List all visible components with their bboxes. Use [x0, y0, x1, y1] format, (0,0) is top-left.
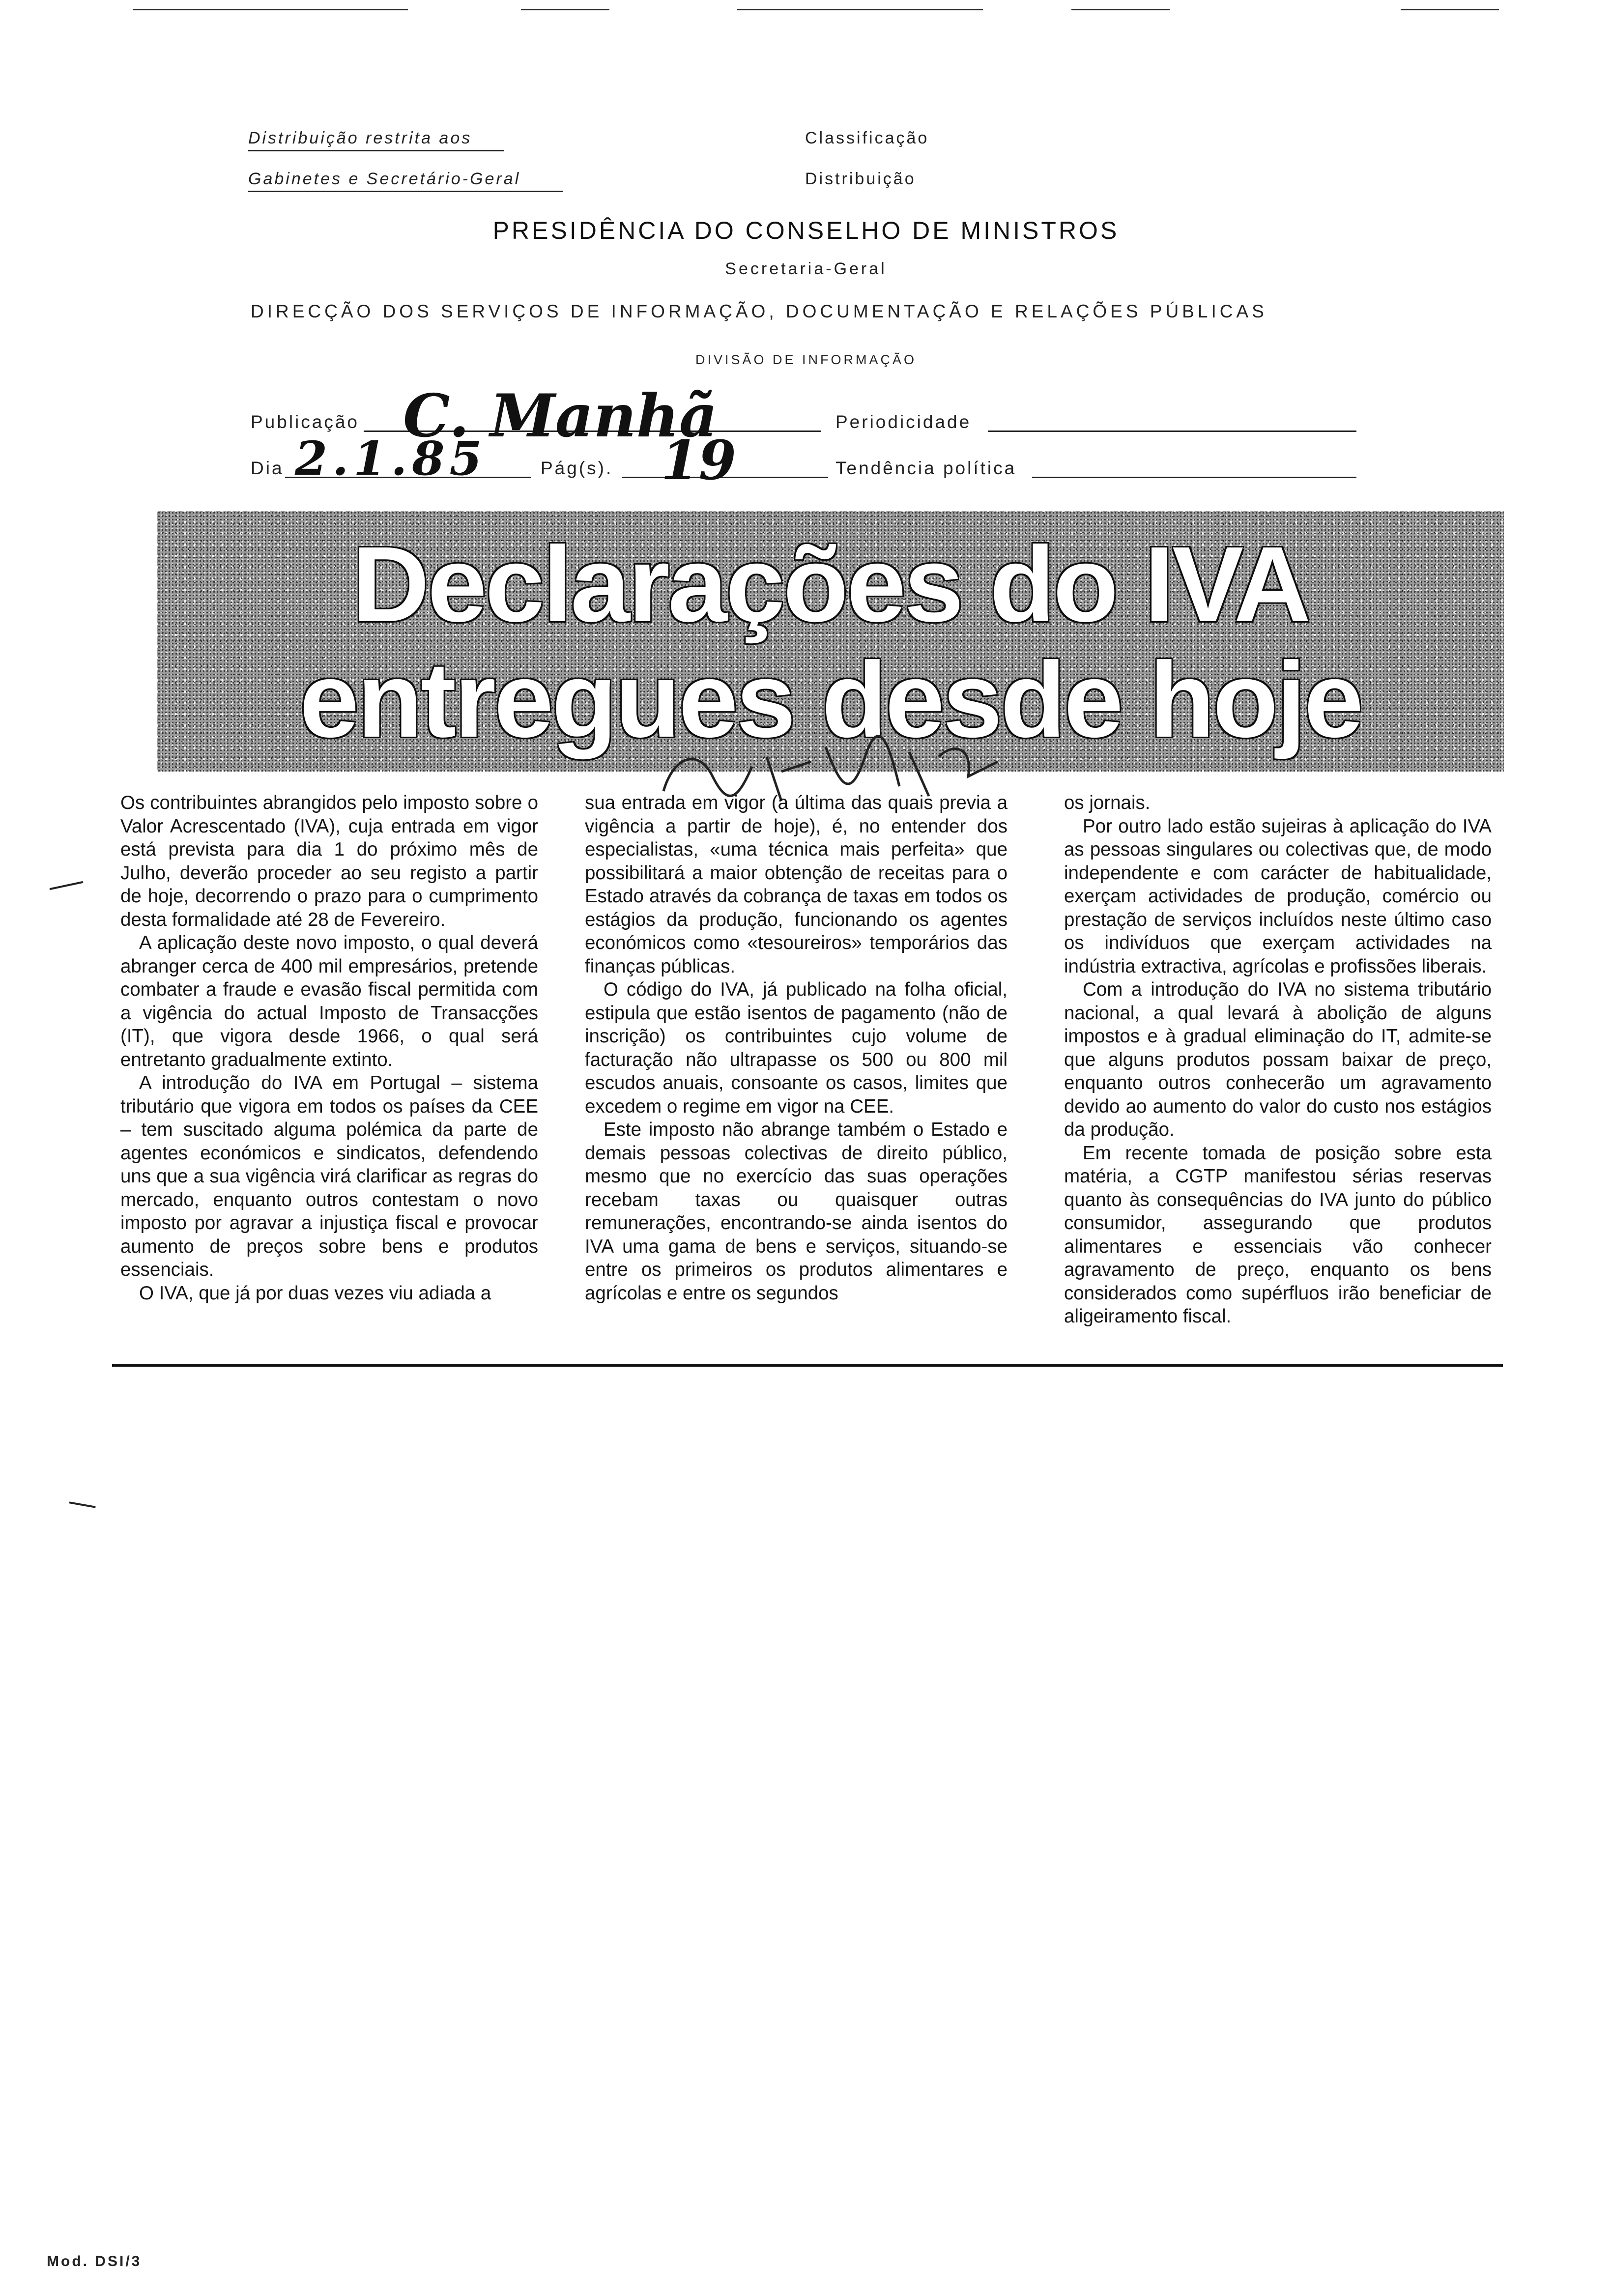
paragraph: Por outro lado estão sujeiras à aplicação do IVA as pessoas singulares ou colectivas que, de modo independente e com carácter de habitualidade, exerçam actividades de produção, comércio ou prestação de serviços incluídos neste último caso os indivíduos que exerçam actividades na indústria extractiva, agrícolas e profissões liberais.	[1064, 815, 1492, 977]
paragraph: O IVA, que já por duas vezes viu adiada a	[139, 1282, 491, 1304]
secretariat-title: Secretaria-Geral	[725, 259, 887, 278]
scan-edge-line	[737, 9, 983, 10]
article-bottom-rule	[112, 1364, 1503, 1367]
day-label: Dia	[251, 458, 284, 478]
scan-edge-line	[133, 9, 408, 10]
page-label: Pág(s).	[541, 458, 613, 478]
directorate-title: DIRECÇÃO DOS SERVIÇOS DE INFORMAÇÃO, DOCUMENTAÇÃO E RELAÇÕES PÚBLICAS	[251, 301, 1267, 321]
periodicity-label: Periodicidade	[835, 412, 972, 432]
article-column-3	[1064, 791, 1492, 1328]
restricted-distribution-line1: Distribuição restrita aos	[248, 129, 504, 151]
form-model-code: Mod. DSI/3	[47, 2253, 142, 2269]
publication-handwritten-value: C. Manhã	[403, 381, 718, 451]
classification-label: Classificação	[805, 129, 929, 147]
publication-field	[364, 381, 821, 451]
paragraph: sua entrada em vigor (a última das quais previa a vigência a partir de hoje), é, no entender dos especialistas, «uma técnica mais perfeita» que possibilitará a maior obtenção de receitas para o Estado através da cobrança de taxas em todos os estágios da produção, funcionando os agentes económicos como «tesoureiros» temporários das finanças públicas.	[585, 792, 1008, 977]
restricted-distribution-line2: Gabinetes e Secretário-Geral	[248, 170, 563, 192]
scan-edge-line	[1071, 9, 1170, 10]
scan-edge-line	[521, 9, 609, 10]
ministry-title: PRESIDÊNCIA DO CONSELHO DE MINISTROS	[492, 217, 1120, 244]
periodicity-field	[988, 396, 1356, 432]
paragraph: Com a introdução do IVA no sistema tributário nacional, a qual levará à abolição de alguns impostos e à gradual eliminação do IT, admite-se que alguns produtos possam baixar de preço, enquanto outros conhecerão um agravamento devido ao aumento do valor do custo nos estágios da produção.	[1064, 979, 1492, 1140]
margin-mark	[69, 1501, 96, 1508]
day-handwritten-value: 2.1.85	[295, 431, 487, 486]
headline-line2: entregues desde hoje	[299, 640, 1362, 760]
paragraph: os jornais.	[1064, 792, 1151, 813]
publication-label: Publicação	[251, 412, 360, 432]
day-field	[285, 431, 531, 486]
political-tendency-field	[1032, 442, 1356, 478]
scan-edge-line	[1401, 9, 1499, 10]
paragraph: A introdução do IVA em Portugal – sistema tributário que vigora em todos os países da CEE – tem suscitado alguma polémica da parte de agentes económicos e sindicatos, defendendo uns que a sua vigência virá clarificar as regras do mercado, enquanto outros contestam o novo imposto por agravar a injustiça fiscal e provocar aumento de preços sobre bens e produtos essenciais.	[120, 1072, 538, 1280]
margin-mark	[49, 881, 83, 890]
headline-line1: Declarações do IVA	[352, 525, 1309, 644]
article-column-2	[585, 791, 1008, 1305]
political-tendency-label: Tendência política	[835, 458, 1017, 478]
distribution-label: Distribuição	[805, 170, 916, 188]
paragraph: Os contribuintes abrangidos pelo imposto sobre o Valor Acrescentado (IVA), cuja entrada em vigor está prevista para dia 1 do próximo mês de Julho, deverão proceder ao seu registo a partir de hoje, decorrendo o prazo para o cumprimento desta formalidade até 28 de Fevereiro.	[120, 792, 538, 930]
article-column-1	[120, 791, 538, 1305]
division-title: DIVISÃO DE INFORMAÇÃO	[695, 352, 917, 367]
paragraph: A aplicação deste novo imposto, o qual deverá abranger cerca de 400 mil empresários, pretende combater a fraude e evasão fiscal permitida com a vigência do actual Imposto de Transacções (IT), que vigora desde 1966, o qual será entretanto gradualmente extinto.	[120, 932, 538, 1070]
paragraph: O código do IVA, já publicado na folha oficial, estipula que estão isentos de pagamento (não de inscrição) os contribuintes cujo volume de facturação não ultrapasse os 500 ou 800 mil escudos anuais, consoante os casos, limites que excedem o regime em vigor na CEE.	[585, 979, 1008, 1117]
paragraph: Este imposto não abrange também o Estado e demais pessoas colectivas de direito público, mesmo que no exercício das suas operações recebam taxas ou quaisquer outras remunerações, encontrando-se ainda isentos do IVA uma gama de bens e serviços, situando-se entre os primeiros os produtos alimentares e agrícolas e entre os segundos	[585, 1119, 1008, 1304]
page-field	[622, 429, 828, 492]
page-handwritten-value: 19	[661, 429, 737, 492]
paragraph: Em recente tomada de posição sobre esta matéria, a CGTP manifestou sérias reservas quanto às consequências do IVA junto do público consumidor, assegurando que produtos alimentares e essenciais vão conhecer agravamento de preço, enquanto os bens considerados como supérfluos irão beneficiar de aligeiramento fiscal.	[1064, 1142, 1492, 1327]
